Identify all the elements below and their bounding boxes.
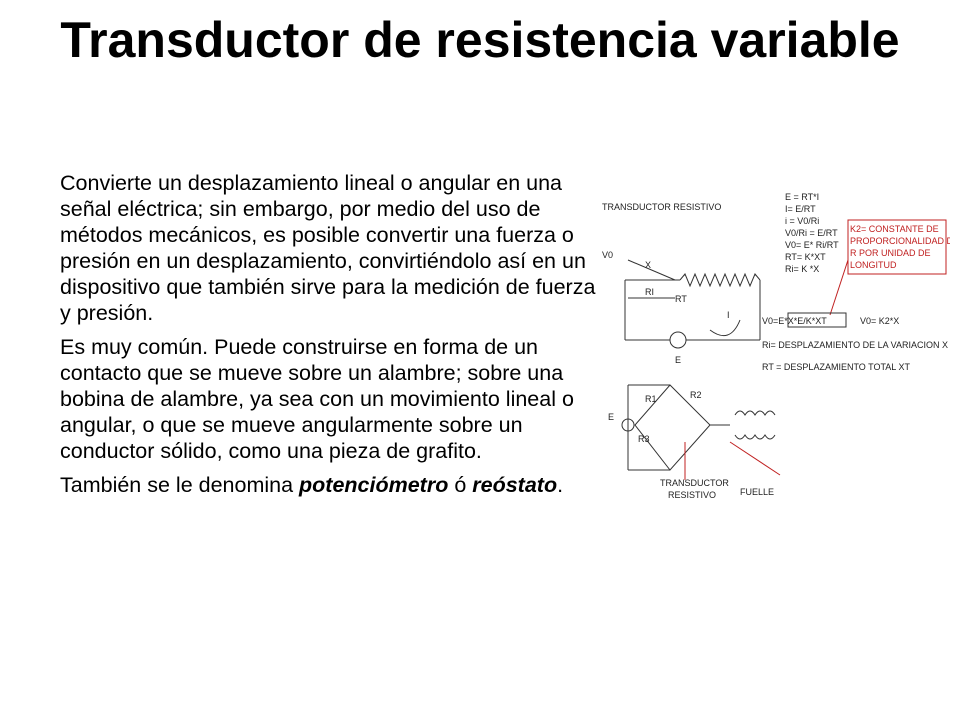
paragraph-3 [60,472,605,498]
v0-equation-2: V0= K2*X [860,316,900,326]
wiper-line [628,260,675,280]
paragraph-1 [60,170,605,326]
equation-3: i = V0/Ri [785,216,820,226]
k2-note-line-4: LONGITUD [850,260,897,270]
equation-5: V0= E* Ri/RT [785,240,839,250]
bellows-shape [735,411,775,439]
term-reostato: reóstato [472,473,558,497]
transducer-diagram [590,180,950,540]
equation-6: RT= K*XT [785,252,826,262]
v0-equation-1: V0=E*X*E/K*XT [762,316,827,326]
k2-pointer-line [830,260,848,315]
equation-1: E = RT*I [785,192,820,202]
label-v0: V0 [602,250,614,260]
paragraph-2 [60,334,605,464]
equation-7: Ri= K *X [785,264,820,274]
diagram-svg [590,180,950,540]
k2-note-line-3: R POR UNIDAD DE [850,248,931,258]
paragraph-3-suffix: . [557,473,564,497]
equations-list [785,192,839,274]
equation-2: I= E/RT [785,204,816,214]
current-arrow [710,320,740,336]
paragraph-3-prefix: También se le denomina [60,473,300,497]
potentiometer-circuit [625,260,760,348]
paragraph-1-text: Convierte un desplazamiento lineal o angular en una señal eléctrica; sin embargo, por medio del uso de métodos mecánicos, es posible convertir una fuerza o presión en un desplazamiento, convirtiéndolo así en un dispositivo que también sirve para la medición de fuerza y presión. [60,171,596,325]
fuelle-label: FUELLE [740,487,775,497]
label-e: E [675,355,682,365]
slide-title: Transductor de resistencia variable [60,12,900,68]
bridge-transducer-label-1: TRANSDUCTOR [660,478,729,488]
slide-body [60,170,605,506]
paragraph-2-text: Es muy común. Puede construirse en forma de un contacto que se mueve sobre un alambre; sobre una bobina de alambre, ya sea con un movimiento lineal o angular, o que se mueve angularmente sobre un conductor sólido, como una pieza de grafito. [60,335,574,463]
rt-definition: RT = DESPLAZAMIENTO TOTAL XT [762,362,910,372]
label-i: I [727,310,730,320]
circuit-title: TRANSDUCTOR RESISTIVO [602,202,722,212]
fuelle-pointer [730,442,780,475]
bridge-label-r3: R3 [638,434,650,444]
bridge-label-r1: R1 [645,394,657,404]
term-potenciometro: potenciómetro [299,473,449,497]
source-circle [670,332,686,348]
bridge-label-e: E [608,412,615,422]
label-ri: RI [645,287,654,297]
resistor-zigzag [680,274,760,286]
paragraph-3-mid: ó [448,473,473,497]
k2-note-line-1: K2= CONSTANTE DE [850,224,939,234]
k2-note-line-2: PROPORCIONALIDAD DE [850,236,950,246]
ri-definition: Ri= DESPLAZAMIENTO DE LA VARIACION X [762,340,948,350]
bridge-transducer-label-2: RESISTIVO [668,490,717,500]
label-rt: RT [675,294,687,304]
bridge-label-r2: R2 [690,390,702,400]
label-x: X [645,260,652,270]
equation-4: V0/Ri = E/RT [785,228,838,238]
